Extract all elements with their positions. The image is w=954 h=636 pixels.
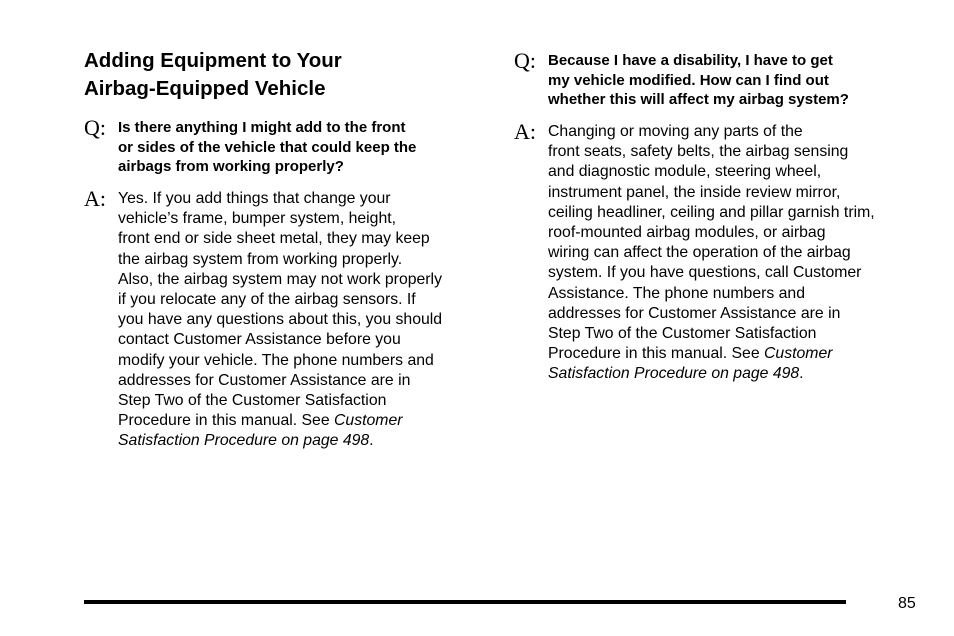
answer-marker: A: xyxy=(84,186,106,211)
answer-2-line-13 xyxy=(548,364,875,384)
section-title xyxy=(84,47,484,103)
answer-2-line-6: roof-mounted airbag modules, or airbag xyxy=(548,224,826,242)
answer-1-line-2: vehicle’s frame, bumper system, height, xyxy=(118,210,397,228)
answer-2-line-11: Step Two of the Customer Satisfaction xyxy=(548,325,817,343)
question-marker: Q: xyxy=(514,48,536,73)
answer-2-line-12 xyxy=(548,344,875,364)
answer-2-line-3: and diagnostic module, steering wheel, xyxy=(548,163,822,181)
answer-1-line-5: Also, the airbag system may not work properly xyxy=(118,270,442,288)
answer-1-text xyxy=(118,189,442,452)
answer-2-text xyxy=(548,122,875,385)
answer-1-line-10: addresses for Customer Assistance are in xyxy=(118,371,411,389)
answer-1-line-11: Step Two of the Customer Satisfaction xyxy=(118,392,387,410)
question-2-line-3: whether this will affect my airbag system? xyxy=(548,91,849,108)
question-2-text xyxy=(548,51,849,110)
answer-1-line-6: if you relocate any of the airbag sensors. If xyxy=(118,291,416,309)
answer-2-line-2: front seats, safety belts, the airbag sensing xyxy=(548,143,849,161)
question-1-text xyxy=(118,118,416,177)
answer-2-end: . xyxy=(799,365,804,383)
answer-1-line-1: Yes. If you add things that change your xyxy=(118,190,391,207)
answer-1-line-12 xyxy=(118,411,442,431)
answer-1-line-13 xyxy=(118,431,442,451)
answer-1-line-7: you have any questions about this, you should xyxy=(118,311,443,329)
answer-2-line-9: Assistance. The phone numbers and xyxy=(548,284,806,302)
question-marker: Q: xyxy=(84,115,106,140)
answer-marker: A: xyxy=(514,119,536,144)
answer-1-end: . xyxy=(369,432,374,450)
page-number: 85 xyxy=(898,595,916,612)
answer-1-line-9: modify your vehicle. The phone numbers and xyxy=(118,351,434,369)
footer-rule xyxy=(84,600,846,604)
question-1-line-1: Is there anything I might add to the front xyxy=(118,119,406,136)
cross-reference-2a: Customer xyxy=(764,345,833,363)
answer-2-line-5: ceiling headliner, ceiling and pillar garnish trim, xyxy=(548,203,875,221)
cross-reference-1a: Customer xyxy=(334,412,403,430)
answer-1-line-12-text: Procedure in this manual. See xyxy=(118,412,335,430)
cross-reference-2b: Satisfaction Procedure on page 498 xyxy=(548,365,800,383)
answer-1-line-4: the airbag system from working properly. xyxy=(118,250,403,268)
answer-2-line-1: Changing or moving any parts of the xyxy=(548,123,803,140)
section-title-line-2: Airbag-Equipped Vehicle xyxy=(84,77,326,100)
question-1-line-3: airbags from working properly? xyxy=(118,158,344,175)
cross-reference-1b: Satisfaction Procedure on page 498 xyxy=(118,432,370,450)
answer-2-line-4: instrument panel, the inside review mirror, xyxy=(548,183,841,201)
question-2-line-1: Because I have a disability, I have to get xyxy=(548,52,833,69)
section-title-line-1: Adding Equipment to Your xyxy=(84,49,342,72)
answer-2-line-7: wiring can affect the operation of the airbag xyxy=(548,244,851,262)
answer-2-line-10: addresses for Customer Assistance are in xyxy=(548,304,841,322)
question-2-line-2: my vehicle modified. How can I find out xyxy=(548,71,829,89)
question-1-line-2: or sides of the vehicle that could keep the xyxy=(118,138,417,156)
answer-1-line-8: contact Customer Assistance before you xyxy=(118,331,401,349)
answer-2-line-12-text: Procedure in this manual. See xyxy=(548,345,765,363)
answer-1-line-3: front end or side sheet metal, they may keep xyxy=(118,230,430,248)
answer-2-line-8: system. If you have questions, call Customer xyxy=(548,264,862,282)
